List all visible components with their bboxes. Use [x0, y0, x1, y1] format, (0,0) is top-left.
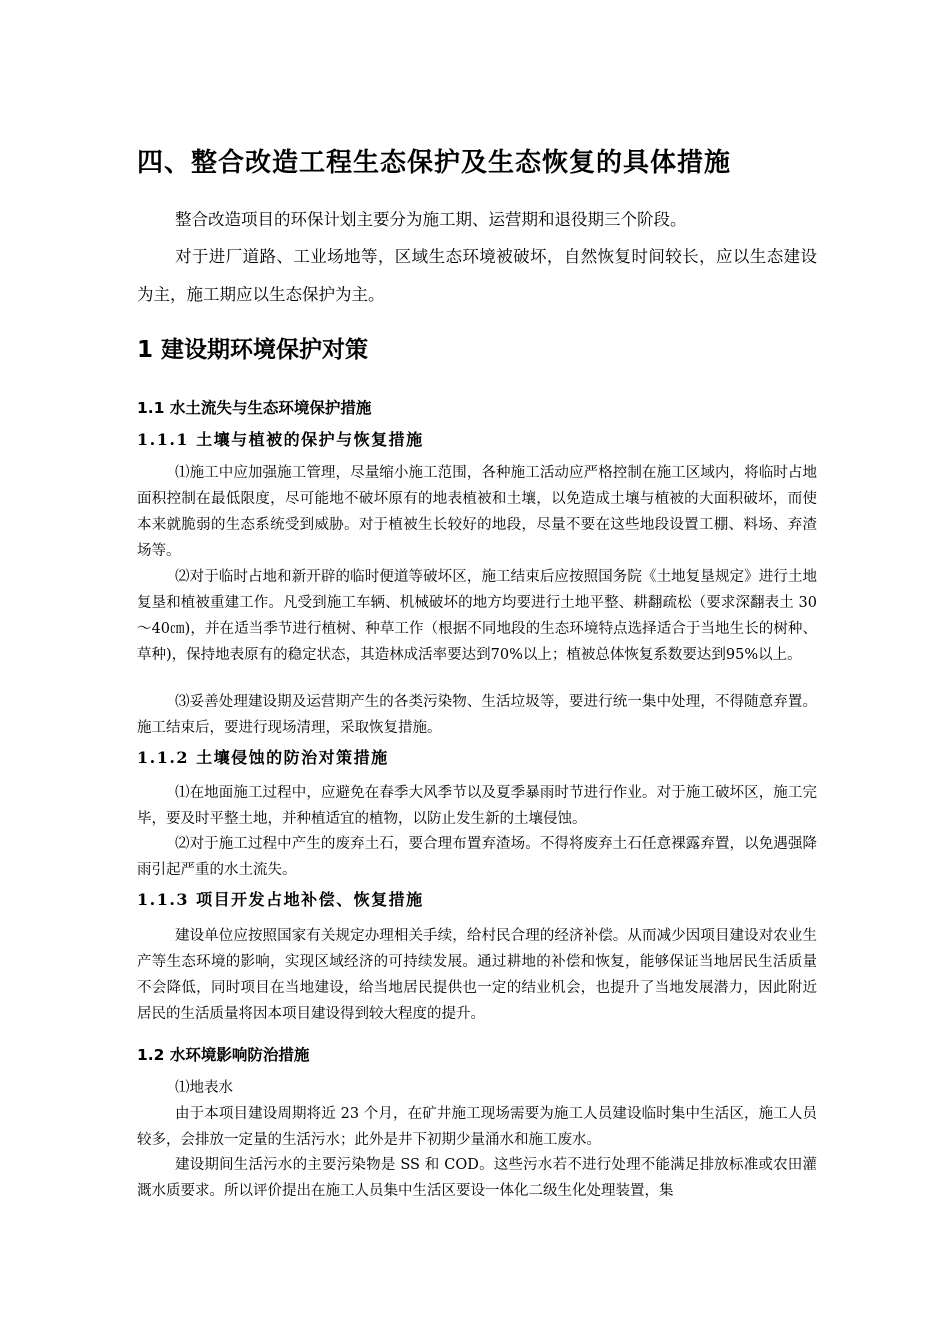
section-1-2-paragraph-1: 由于本项目建设周期将近 23 个月，在矿井施工现场需要为施工人员建设临时集中生活区，施工人员较多，会排放一定量的生活污水；此外是井下初期少量涌水和施工废水。	[137, 1106, 817, 1148]
section-1-2-item-1: ⑴地表水	[175, 1080, 233, 1096]
section-1-2-heading: 1.2 水环境影响防治措施	[137, 1046, 310, 1064]
section-1-1-1-paragraph-1: ⑴施工中应加强施工管理，尽量缩小施工范围，各种施工活动应严格控制在施工区域内，将临时占地面积控制在最低限度，尽可能地不破坏原有的地表植被和土壤，以免造成土壤与植被的大面积破坏，而使本来就脆弱的生态系统受到威胁。对于植被生长较好的地段，尽量不要在这些地段设置工棚、料场、弃渣场等。	[137, 465, 817, 559]
section-1-2-paragraph-2: 建设期间生活污水的主要污染物是 SS 和 COD。这些污水若不进行处理不能满足排放标准或农田灌溉水质要求。所以评价提出在施工人员集中生活区要设一体化二级生化处理装置，集	[137, 1157, 817, 1199]
intro-paragraph-1: 整合改造项目的环保计划主要分为施工期、运营期和退役期三个阶段。	[175, 210, 687, 229]
section-1-1-1-paragraph-3: ⑶妥善处理建设期及运营期产生的各类污染物、生活垃圾等，要进行统一集中处理，不得随意弃置。施工结束后，要进行现场清理，采取恢复措施。	[137, 694, 817, 736]
section-1-1-3-paragraph: 建设单位应按照国家有关规定办理相关手续，给村民合理的经济补偿。从而减少因项目建设对农业生产等生态环境的影响，实现区域经济的可持续发展。通过耕地的补偿和恢复，能够保证当地居民生活质量不会降低，同时项目在当地建设，给当地居民提供也一定的结业机会，也提升了当地发展潜力，因此附近居民的生活质量将因本项目建设得到较大程度的提升。	[137, 928, 817, 1022]
section-1-1-heading: 1.1 水土流失与生态环境保护措施	[137, 399, 372, 417]
section-1-1-1-paragraph-2: ⑵对于临时占地和新开辟的临时便道等破坏区，施工结束后应按照国务院《土地复垦规定》进行土地复垦和植被重建工作。凡受到施工车辆、机械破坏的地方均要进行土地平整、耕翻疏松（要求深翻表土 30～40㎝)，并在适当季节进行植树、种草工作（根据不同地段的生态环境特点选择适合于当地生长的树种、草种)，保持地表原有的稳定状态，其造林成活率要达到70%以上；植被总体恢复系数要达到95%以上。	[137, 569, 817, 663]
section-1-1-2-paragraph-1: ⑴在地面施工过程中，应避免在春季大风季节以及夏季暴雨时节进行作业。对于施工破坏区，施工完毕，要及时平整土地，并种植适宜的植物，以防止发生新的土壤侵蚀。	[137, 785, 817, 827]
section-1-1-3-heading: 1.1.3 项目开发占地补偿、恢复措施	[137, 890, 424, 909]
section-1-1-1-heading: 1.1.1 土壤与植被的保护与恢复措施	[137, 430, 424, 449]
section-1-1-2-heading: 1.1.2 土壤侵蚀的防治对策措施	[137, 748, 389, 767]
main-heading: 四、整合改造工程生态保护及生态恢复的具体措施	[137, 148, 732, 178]
section-1-heading: 1 建设期环境保护对策	[137, 337, 369, 363]
intro-paragraph-2: 对于进厂道路、工业场地等，区域生态环境被破坏，自然恢复时间较长，应以生态建设为主，施工期应以生态保护为主。	[137, 247, 817, 304]
section-1-1-2-paragraph-2: ⑵对于施工过程中产生的废弃土石，要合理布置弃渣场。不得将废弃土石任意裸露弃置，以免遇强降雨引起严重的水土流失。	[137, 836, 817, 878]
